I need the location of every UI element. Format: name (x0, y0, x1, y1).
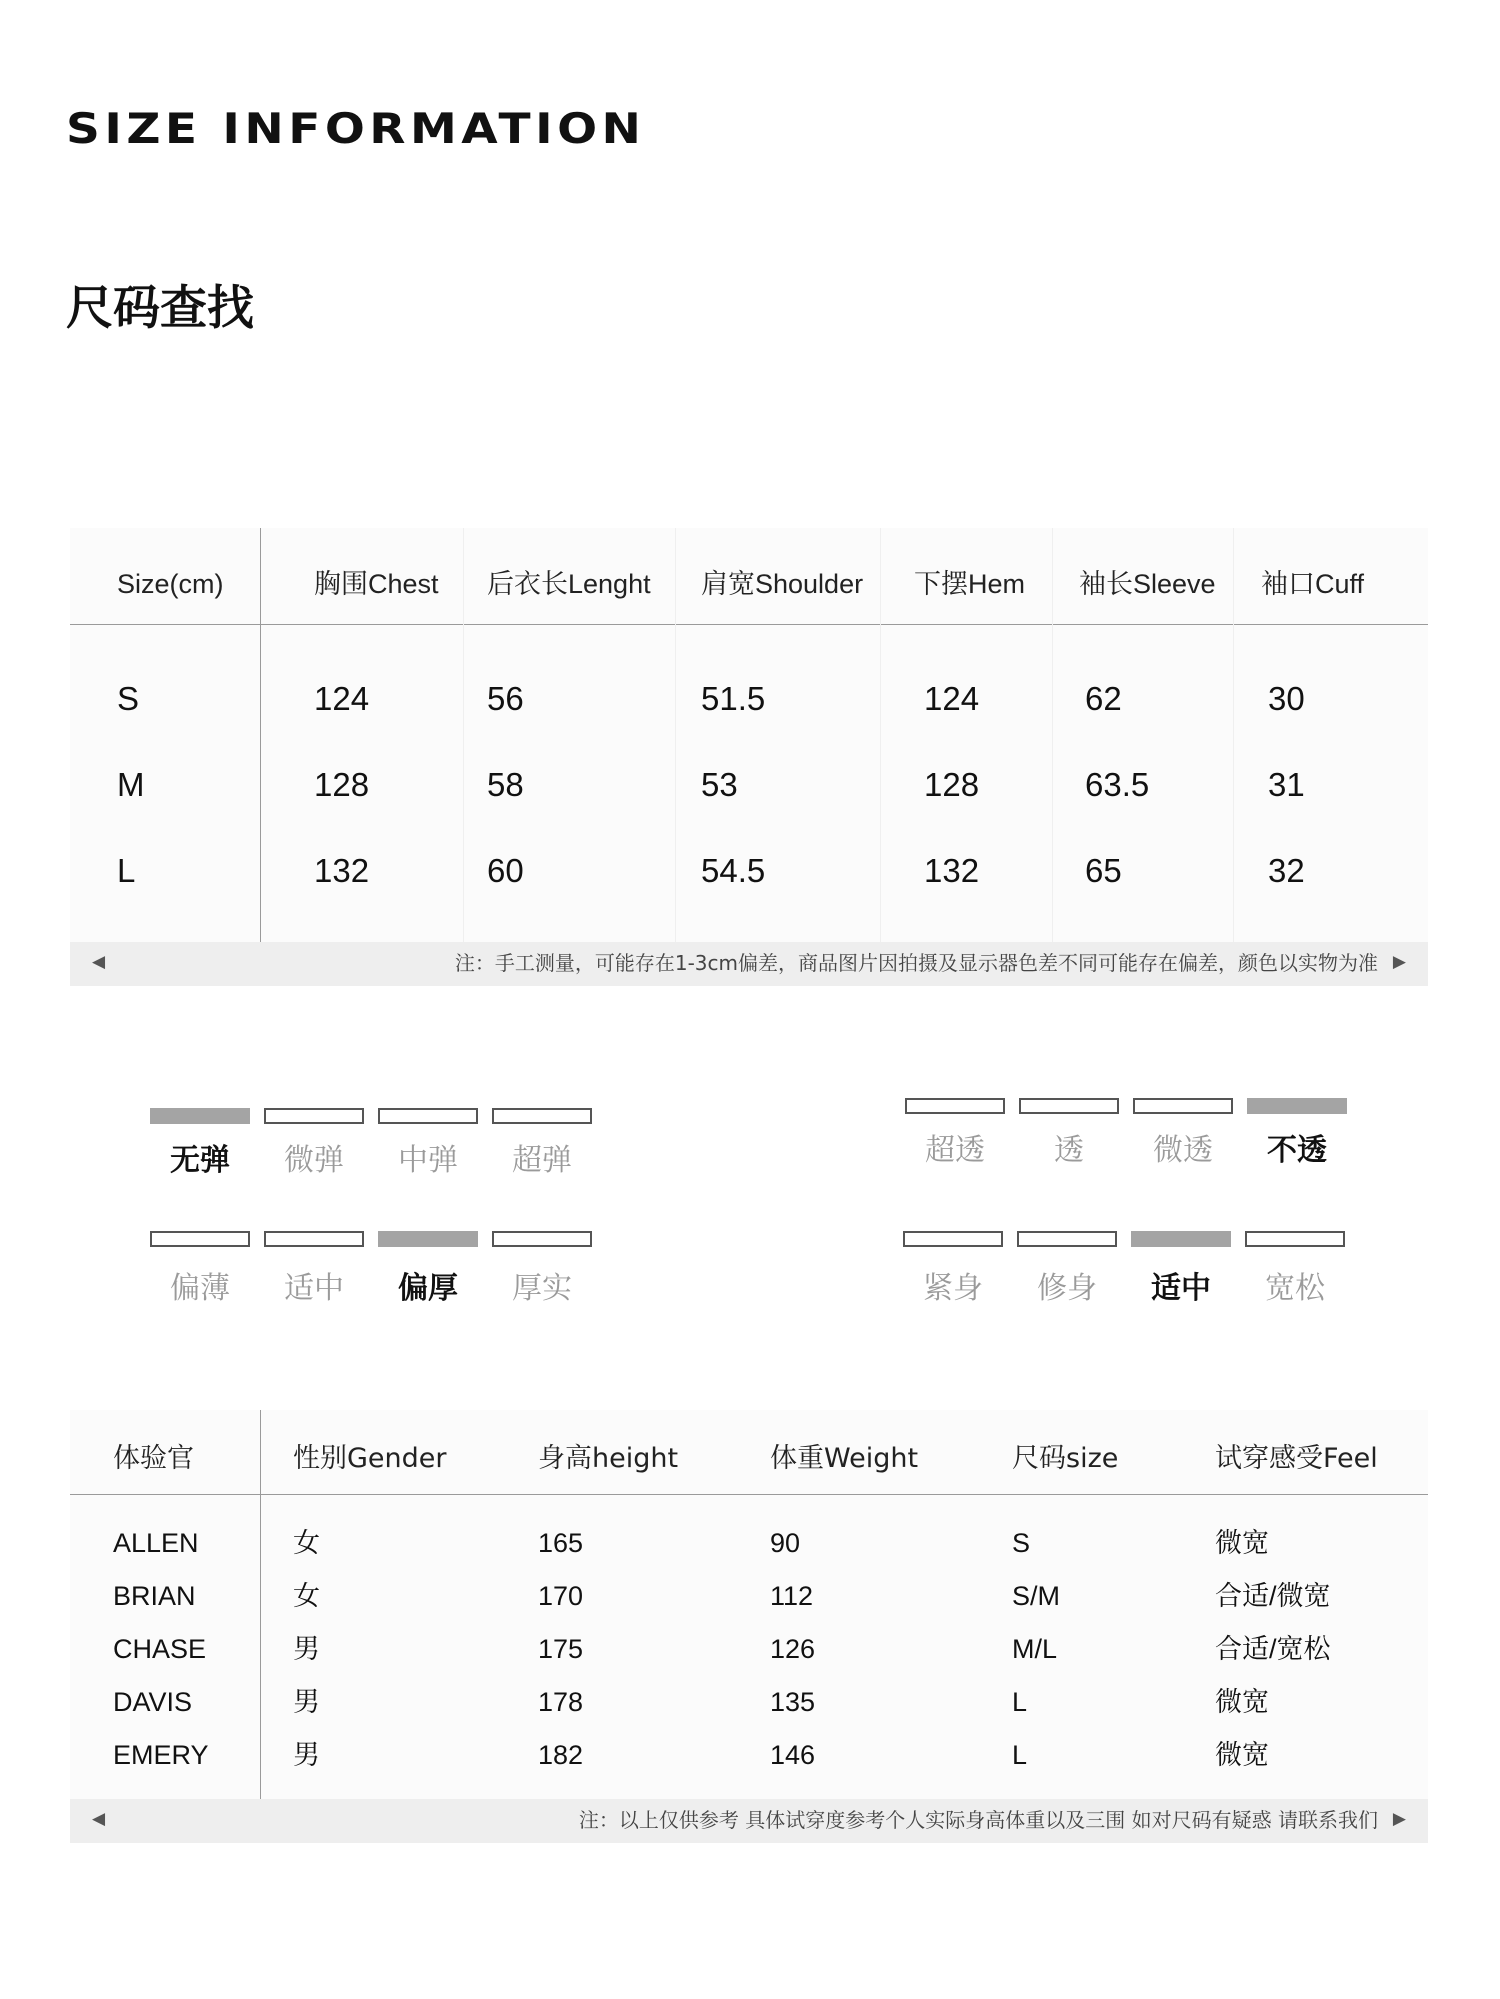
cell-shoulder: 51.5 (701, 680, 766, 717)
tester-cell: 合适/宽松 (1215, 1634, 1331, 1664)
cell-size: M (117, 766, 145, 803)
thickness-level-bar (492, 1231, 592, 1247)
cell-sleeve: 65 (1085, 852, 1122, 889)
transparency-level-bar (1247, 1098, 1347, 1114)
transparency-option-label: 不透 (1267, 1133, 1327, 1168)
size-table (70, 528, 1428, 986)
elasticity-option-label: 超弹 (512, 1143, 572, 1178)
cell-chest: 128 (314, 766, 370, 803)
transparency-option-label: 透 (1054, 1133, 1084, 1168)
tester-cell: 女 (293, 1581, 320, 1611)
elasticity-level-bar (492, 1108, 592, 1124)
fit-level-bar (1245, 1231, 1345, 1247)
tester-cell: 112 (770, 1581, 814, 1611)
thickness-option-label: 偏薄 (170, 1271, 230, 1306)
tester-note: 注：以上仅供参考 具体试穿度参考个人实际身高体重以及三围 如对尺码有疑惑 请联系我们 (578, 1808, 1378, 1832)
cell-cuff: 31 (1268, 766, 1305, 803)
column-divider (463, 528, 464, 986)
tester-cell: 146 (770, 1740, 816, 1770)
tester-cell: 男 (293, 1740, 320, 1770)
tester-cell: 182 (538, 1740, 584, 1770)
fit-option-label: 宽松 (1265, 1271, 1325, 1306)
fit-level-bar (1131, 1231, 1231, 1247)
fit-option-label: 修身 (1037, 1271, 1097, 1306)
header-hem: 下摆Hem (914, 569, 1026, 599)
header-divider (70, 624, 1428, 625)
header-feel: 试穿感受Feel (1215, 1443, 1378, 1474)
tester-cell: L (1012, 1740, 1028, 1770)
header-chest: 胸围Chest (314, 569, 439, 599)
cell-sleeve: 62 (1085, 680, 1122, 717)
tester-cell: EMERY (113, 1740, 209, 1770)
left-arrow-icon[interactable]: ◀ (92, 952, 106, 971)
tester-cell: CHASE (113, 1634, 207, 1664)
header-divider (70, 1494, 1428, 1495)
size-note-bar[interactable] (70, 942, 1428, 986)
fit-option-label: 紧身 (923, 1271, 983, 1306)
header-gender: 性别Gender (293, 1443, 447, 1474)
column-divider (675, 528, 676, 986)
cell-length: 58 (487, 766, 524, 803)
tester-cell: 178 (538, 1687, 584, 1717)
elasticity-level-bar (378, 1108, 478, 1124)
cell-chest: 132 (314, 852, 370, 889)
tester-cell: 170 (538, 1581, 584, 1611)
tester-cell: 男 (293, 1687, 320, 1717)
elasticity-option-label: 微弹 (284, 1143, 344, 1178)
thickness-option-label: 适中 (284, 1271, 344, 1306)
tester-cell: L (1012, 1687, 1028, 1717)
cell-cuff: 30 (1268, 680, 1305, 717)
thickness-level-bar (150, 1231, 250, 1247)
tester-table (70, 1410, 1428, 1802)
header-height: 身高height (538, 1443, 679, 1474)
cell-hem: 124 (924, 680, 980, 717)
fit-option-label: 适中 (1151, 1271, 1211, 1306)
tester-cell: 165 (538, 1528, 584, 1558)
tester-note-bar[interactable] (70, 1799, 1428, 1843)
cell-length: 60 (487, 852, 524, 889)
cell-shoulder: 54.5 (701, 852, 766, 889)
tester-cell: 微宽 (1215, 1687, 1269, 1717)
right-arrow-icon[interactable]: ▶ (1392, 1809, 1406, 1828)
header-sleeve: 袖长Sleeve (1079, 569, 1216, 599)
cell-shoulder: 53 (701, 766, 738, 803)
cell-hem: 132 (924, 852, 980, 889)
thickness-level-bar (378, 1231, 478, 1247)
tester-cell: 90 (770, 1528, 801, 1558)
elasticity-level-bar (150, 1108, 250, 1124)
left-arrow-icon[interactable]: ◀ (92, 1809, 106, 1828)
thickness-option-label: 厚实 (512, 1271, 572, 1306)
transparency-level-bar (905, 1098, 1005, 1114)
tester-cell: S (1012, 1528, 1031, 1558)
cell-hem: 128 (924, 766, 980, 803)
cell-length: 56 (487, 680, 524, 717)
fit-level-bar (1017, 1231, 1117, 1247)
header-length: 后衣长Lenght (487, 569, 651, 599)
page-title: SIZE INFORMATION (66, 104, 646, 153)
page-subtitle: 尺码查找 (66, 281, 254, 336)
tester-cell: 微宽 (1215, 1740, 1269, 1770)
tester-cell: 微宽 (1215, 1528, 1269, 1558)
size-note: 注：手工测量，可能存在1-3cm偏差，商品图片因拍摄及显示器色差不同可能存在偏差，颜色以实物为准 (454, 951, 1378, 975)
tester-cell: 135 (770, 1687, 816, 1717)
tester-cell: 女 (293, 1528, 320, 1558)
transparency-option-label: 微透 (1153, 1133, 1213, 1168)
cell-chest: 124 (314, 680, 370, 717)
fit-level-bar (903, 1231, 1003, 1247)
header-weight: 体重Weight (770, 1443, 919, 1474)
column-divider (1052, 528, 1053, 986)
column-divider (260, 1410, 261, 1802)
header-tester: 体验官 (113, 1443, 194, 1474)
tester-cell: 男 (293, 1634, 320, 1664)
header-shoulder: 肩宽Shoulder (701, 569, 864, 599)
tester-cell: S/M (1012, 1581, 1061, 1611)
tester-cell: 175 (538, 1634, 584, 1664)
tester-cell: M/L (1012, 1634, 1058, 1664)
header-size: 尺码size (1012, 1443, 1119, 1474)
transparency-option-label: 超透 (925, 1133, 985, 1168)
cell-cuff: 32 (1268, 852, 1305, 889)
transparency-level-bar (1019, 1098, 1119, 1114)
tester-cell: 126 (770, 1634, 816, 1664)
thickness-level-bar (264, 1231, 364, 1247)
transparency-level-bar (1133, 1098, 1233, 1114)
elasticity-option-label: 无弹 (170, 1143, 230, 1178)
cell-size: S (117, 680, 140, 717)
right-arrow-icon[interactable]: ▶ (1392, 952, 1406, 971)
header-cuff: 袖口Cuff (1261, 569, 1365, 599)
elasticity-option-label: 中弹 (398, 1143, 458, 1178)
elasticity-level-bar (264, 1108, 364, 1124)
column-divider (880, 528, 881, 986)
header-size: Size(cm) (117, 569, 224, 599)
cell-size: L (117, 852, 136, 889)
column-divider (260, 528, 261, 986)
tester-cell: 合适/微宽 (1215, 1581, 1331, 1611)
tester-cell: DAVIS (113, 1687, 193, 1717)
cell-sleeve: 63.5 (1085, 766, 1150, 803)
thickness-option-label: 偏厚 (398, 1271, 458, 1306)
column-divider (1233, 528, 1234, 986)
tester-cell: ALLEN (113, 1528, 199, 1558)
tester-cell: BRIAN (113, 1581, 196, 1611)
